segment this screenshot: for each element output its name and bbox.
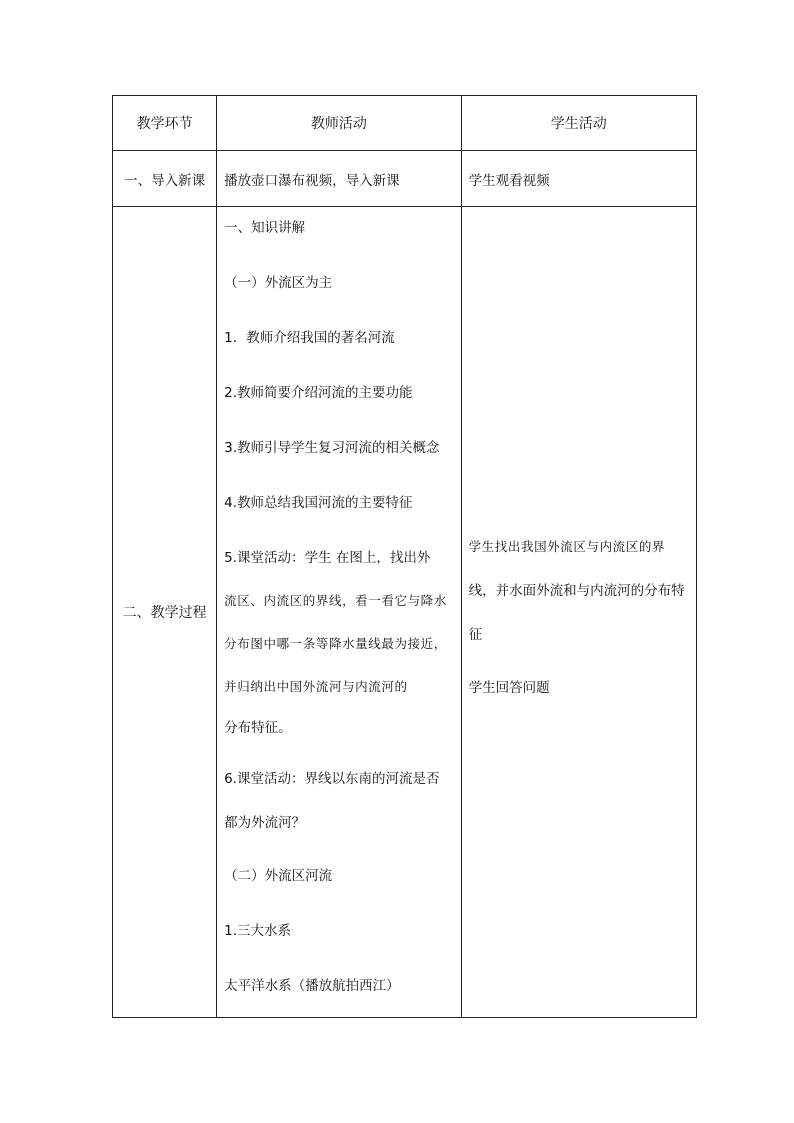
teacher-line: 4.教师总结我国河流的主要特征 <box>224 495 413 511</box>
student-activity-cell <box>461 207 696 1018</box>
teacher-line: 分布特征。 <box>224 720 292 736</box>
teacher-line: （一）外流区为主 <box>224 275 333 291</box>
student-line: 学生找出我国外流区与内流区的界 <box>468 539 666 554</box>
header-teacher-activity: 教师活动 <box>217 96 461 151</box>
teacher-line: 5.课堂活动：学生 在图上，找出外 <box>224 550 431 566</box>
teacher-line: 6.课堂活动：界线以东南的河流是否 <box>224 771 440 787</box>
stage-cell: 二、教学过程 <box>113 207 217 1018</box>
teacher-line: （二）外流区河流 <box>224 868 333 884</box>
student-line: 学生回答问题 <box>468 680 550 696</box>
teacher-line: 1．教师介绍我国的著名河流 <box>224 330 395 346</box>
teacher-line: 一、知识讲解 <box>224 220 306 236</box>
student-line: 征 <box>468 627 483 643</box>
teacher-line: 3.教师引导学生复习河流的相关概念 <box>224 440 440 456</box>
teacher-line: 2.教师简要介绍河流的主要功能 <box>224 385 413 401</box>
student-activity-cell: 学生观看视频 <box>461 151 696 207</box>
teacher-activity-cell <box>217 207 461 1018</box>
stage-cell: 一、导入新课 <box>113 151 217 207</box>
table-header-row <box>113 96 697 151</box>
lesson-plan-table <box>112 95 697 1018</box>
student-line: 线，并水面外流和与内流河的分布特 <box>468 583 685 599</box>
teacher-activity-cell: 播放壶口瀑布视频，导入新课 <box>217 151 461 207</box>
teacher-line: 并归纳出中国外流河与内流河的 <box>224 679 408 694</box>
teacher-line: 都为外流河？ <box>224 815 306 831</box>
teacher-line: 流区、内流区的界线，看一看它与降水 <box>224 593 447 608</box>
header-stage: 教学环节 <box>113 96 217 151</box>
table-row <box>113 207 697 1018</box>
teacher-line: 1.三大水系 <box>224 923 292 939</box>
table-row <box>113 151 697 207</box>
teacher-line: 太平洋水系（播放航拍西江） <box>224 978 400 994</box>
teacher-line: 分布图中哪一条等降水量线最为接近， <box>224 636 447 651</box>
header-student-activity: 学生活动 <box>461 96 696 151</box>
